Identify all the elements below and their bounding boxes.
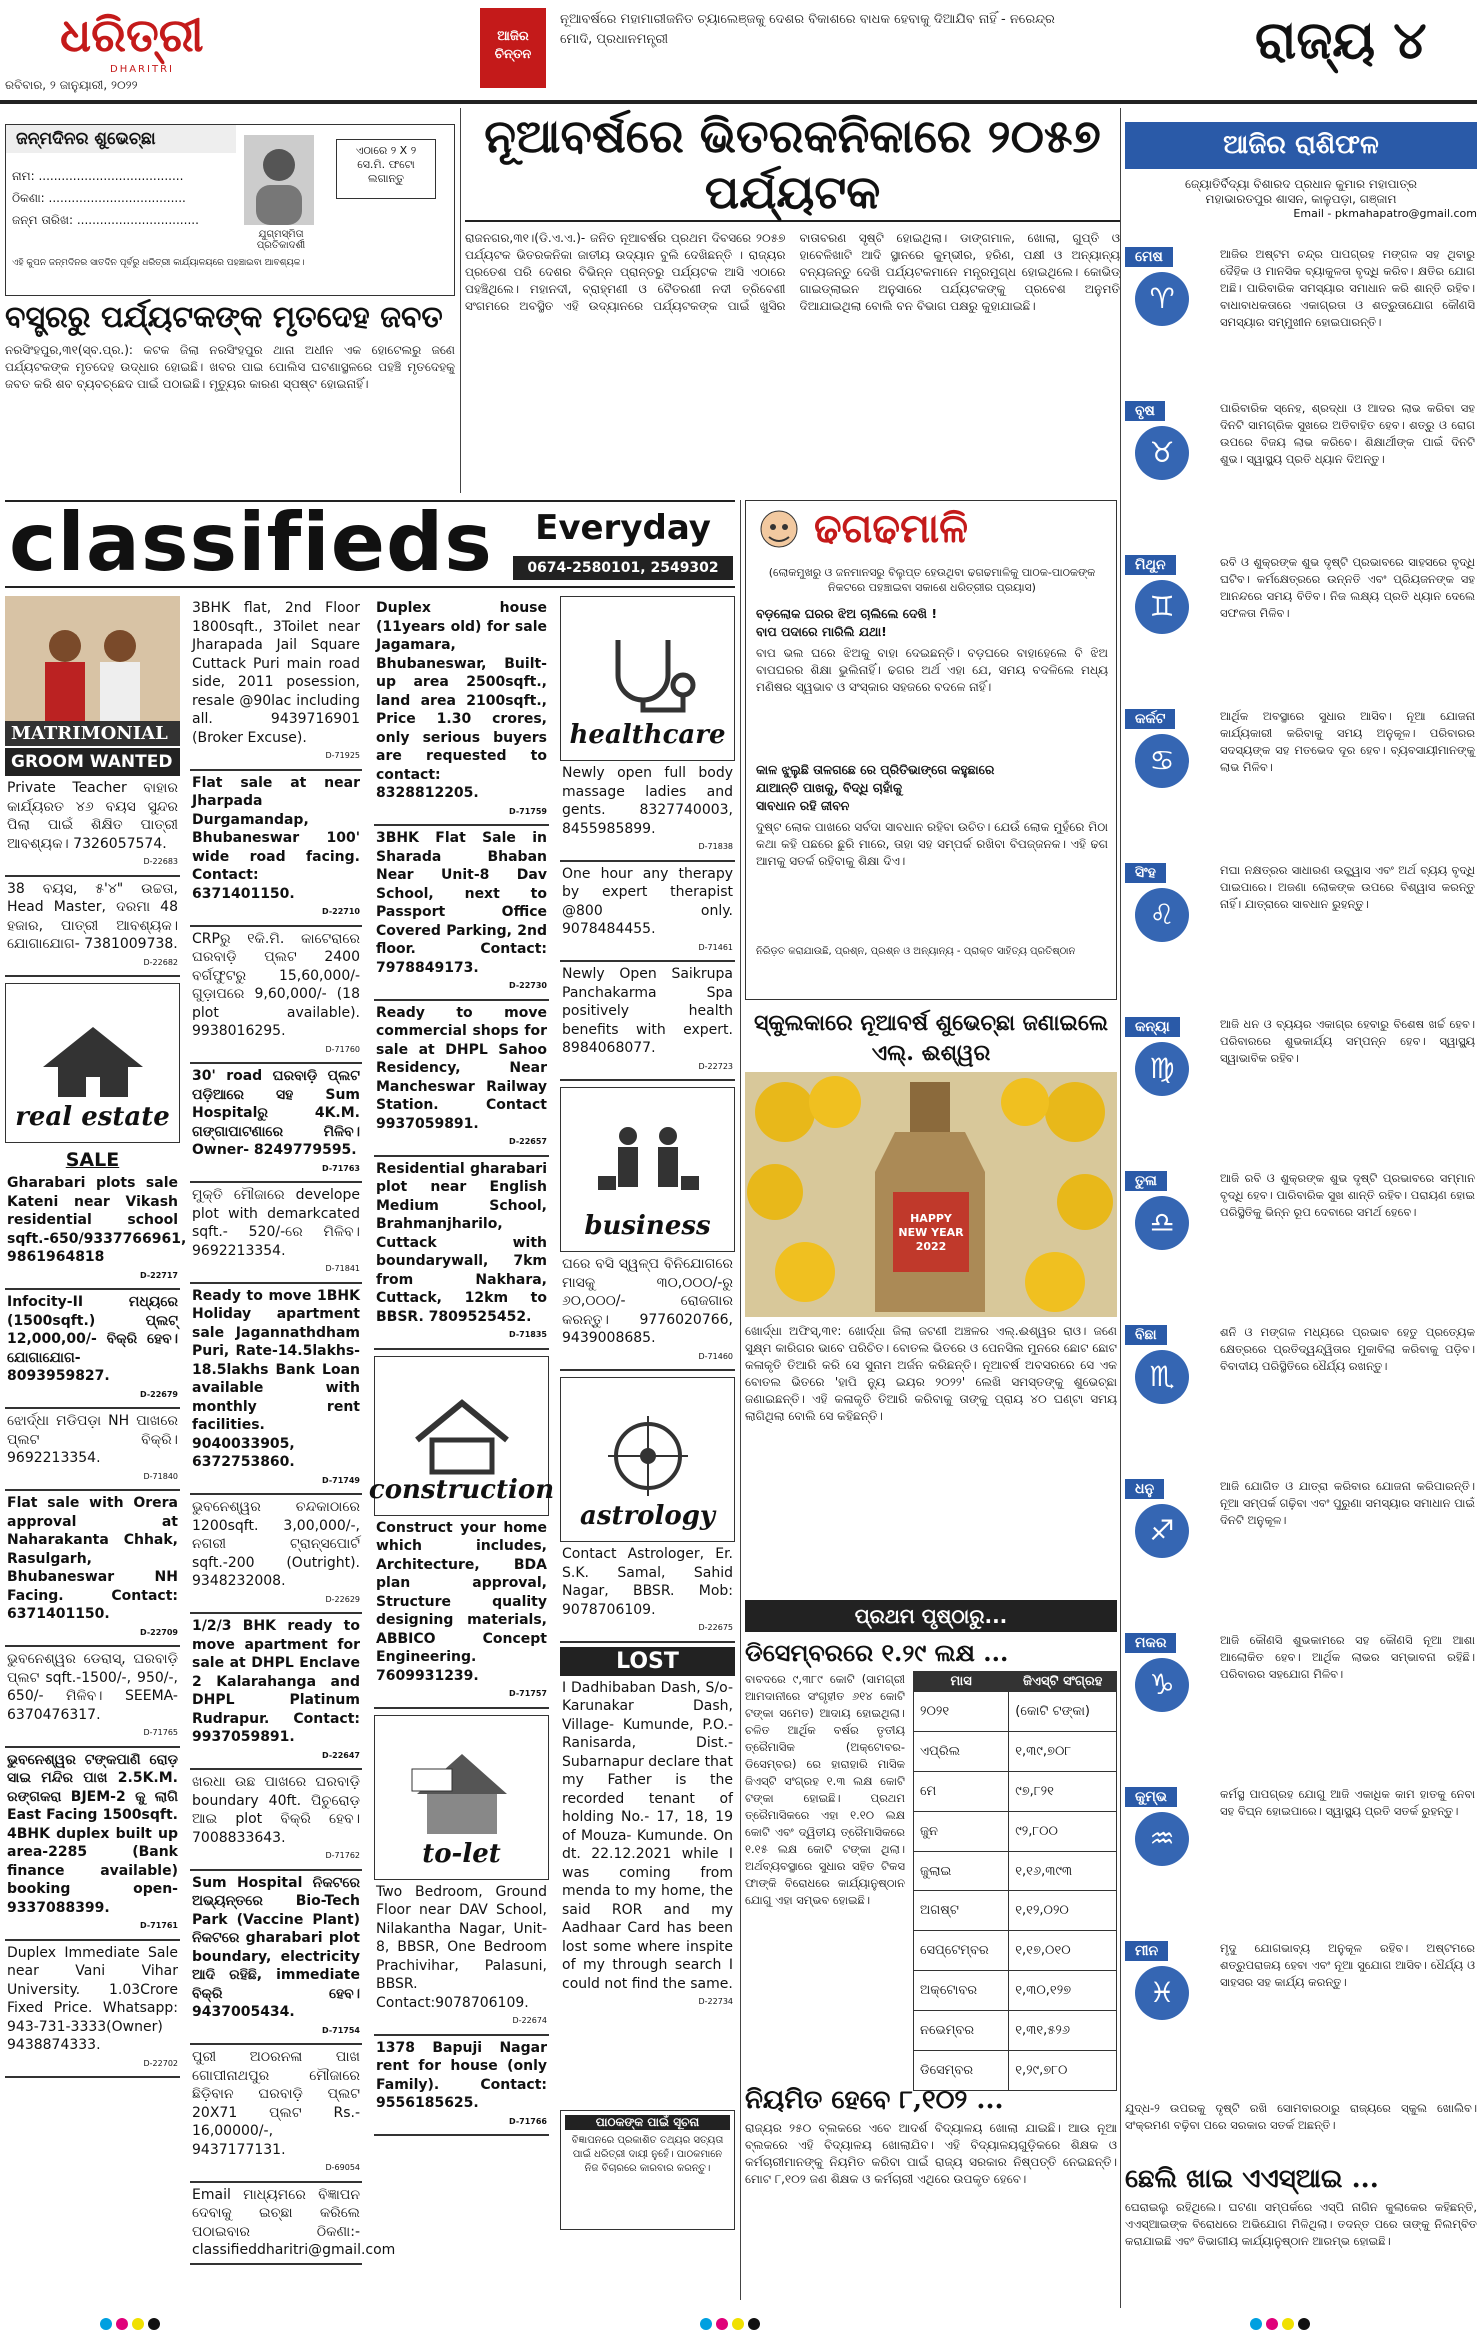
horoscope-sign xyxy=(1125,400,1477,550)
sign-forecast: ମୃଦୁ ଯୋଗଭାବ୍ୟ ଅନୁକୂଳ ରହିବ। ଅଷ୍ଟମରେ ଶତ୍ରୁପରାଜୟ ହେବା ଏବଂ ନୂଆ ସୁଯୋଗ ଆସିବ। ଧୈର୍ଯ୍ୟ ଓ ସାହସର ସହ କାର୍ଯ୍ୟ କରନ୍ତୁ। xyxy=(1220,1941,1475,1989)
col1-ads xyxy=(5,776,180,977)
classified-ad-text: 3BHK flat, 2nd Floor 1800sqft., 3Toilet near Jharapada Jail Square Cuttack Puri main road side, 2011 posession, resale @90lac including all. 9439716901 (Broker Excuse). xyxy=(192,600,360,746)
bottle-flowers-icon xyxy=(745,1072,1117,1317)
satire-credit: ନିରିଡ଼ତ କରାଯାଉଛି, ପ୍ରଶ୍ନ, ପ୍ରଶ୍ନ ଓ ଅନ୍ୟାନ୍ୟ - ପ୍ରାକ୍ତ ସାହିତ୍ୟ ପ୍ରତିଷ୍ଠାନ xyxy=(756,946,1076,957)
horoscope-sign xyxy=(1125,708,1477,858)
classified-ad-text: 1/2/3 BHK ready to move apartment for sale at DHPL Enclave 2 Kalarahanga and DHPL Platinum Rudrapur. Contact: 9937059891. xyxy=(192,1618,360,1745)
sign-name: ମକର xyxy=(1125,1633,1176,1653)
classified-ad xyxy=(5,1409,180,1491)
satire-body-2: ଦୁଷ୍ଟ ଲୋକ ପାଖରେ ସର୍ବଦା ସାବଧାନ ରହିବା ଉଚିତ। ଯେଉଁ ଲୋକ ମୁହଁରେ ମିଠା କଥା କହି ପଛରେ ଛୁରି ମାରେ, ତାହା ସହ ସମ୍ପର୍କ ରଖିବା ବିପଜ୍ଜନକ। ଏହି ଢଗ ଆମକୁ ସତର୍କ ରହିବାକୁ ଶିକ୍ଷା ଦିଏ। xyxy=(756,820,1108,868)
story-body: ନରସିଂହପୁର,୩୧(ସ୍ବ.ପ୍ର.): କଟକ ଜିଲା ନରସିଂହପୁର ଥାନା ଅଧୀନ ଏକ ହୋଟେଲରୁ ଜଣେ ପର୍ଯ୍ୟଟକଙ୍କ ମୃତଦେହ ଉଦ୍ଧାର ହୋଇଛି। ଖବର ପାଇ ପୋଲିସ ଘଟଣାସ୍ଥଳରେ ପହଞ୍ଚି ମୃତଦେହକୁ ଜବତ କରି ଶବ ବ୍ୟବଚ୍ଛେଦ ପାଇଁ ପଠାଇଛି। ମୃତ୍ୟୁର କାରଣ ସ୍ପଷ୍ଟ ହୋଇନାହିଁ। xyxy=(5,343,455,391)
classified-ad xyxy=(190,1064,362,1183)
quote-text: ନୂଆବର୍ଷରେ ମହାମାରୀଜନିତ ଚ୍ୟାଲେଞ୍ଜକୁ ଦେଶର ବିକାଶରେ ବାଧକ ହେବାକୁ ଦିଆଯିବ ନାହିଁ - ନରେନ୍ଦ୍ର ମୋଦି, ପ୍ରଧାନମନ୍ତ୍ରୀ xyxy=(560,12,1055,47)
real-estate-box xyxy=(5,983,180,1143)
table-cell: ମେ xyxy=(914,1771,1009,1811)
sign-forecast: ଆଜି ରବି ଓ ଶୁକ୍ରଙ୍କ ଶୁଭ ଦୃଷ୍ଟି ପ୍ରଭାବରେ ସମ୍ମାନ ବୃଦ୍ଧି ହେବ। ପାରିବାରିକ ସୁଖ ଶାନ୍ତି ରହିବ। ପରାୟଣ ହୋଇ ପରିସ୍ଥିତିକୁ ଭିନ୍ନ ରୂପ ଦେବାରେ ସମର୍ଥ ହେବେ। xyxy=(1220,1171,1475,1219)
sign-forecast: ଆଜି କୌଣସି ଶୁଭକାମରେ ସହ କୌଣସି ନୂଆ ଆଶା ଆଲୋକିତ ହେବ। ଆର୍ଥିକ ଲାଭର ସମ୍ଭାବନା ରହିଛି। ପରିବାରର ସହଯୋଗ ମିଳିବ। xyxy=(1220,1633,1475,1681)
person-icon xyxy=(244,135,314,225)
classified-ad-text: Flat sale at near Jharpada Durgamandap, Bhubaneswar 100' wide road facing. Contact: 6371401150. xyxy=(192,774,360,902)
table-row xyxy=(914,1692,1117,1732)
satire-line-3: କାଳ ଝୁଲୁଛି ତାଳଗଛେ ରେ ପ୍ରିତିଭାଙ୍ଗେ କହୁଛାରେ xyxy=(756,762,995,777)
last-headline: ଛେଲି ଖାଇ ଏଏସ୍ଆଇ ... xyxy=(1125,2164,1379,2194)
classified-ad xyxy=(190,1770,362,1871)
sign-name: ବିଛା xyxy=(1125,1325,1167,1345)
ad-code: D-71759 xyxy=(509,806,547,816)
satire-box xyxy=(745,500,1117,1000)
classified-ad-text: ଝୋର୍ଦ୍ଧା ମଡିପଡ଼ା NH ପାଖରେ ପ୍ଲଟ ବିକ୍ରି। 9692213354. xyxy=(7,1413,178,1466)
zodiac-icon: ♐ xyxy=(1135,1504,1189,1558)
zodiac-icon: ♈ xyxy=(1135,272,1189,326)
ad-code: D-71754 xyxy=(322,2025,360,2035)
ad-code: D-22674 xyxy=(512,2016,547,2025)
sign-forecast: ଆଜିର ଅଷ୍ଟମ ଚନ୍ଦ୍ର ପାପଗ୍ରହ ମଙ୍ଗଳ ସହ ଥିବାରୁ ଦୈହିକ ଓ ମାନସିକ ବ୍ୟାକୁଳତା ବୃଦ୍ଧି କରିବ। କ୍ଷତିର ଯୋଗ ଅଛି। ପାରିବାରିକ ସମସ୍ୟାର ସମାଧାନ କରି ଶାନ୍ତି ରହିବ। ବାଧାବାଧକତାରେ ଏକାଗ୍ରତା ଓ ଶତ୍ରୁତାଯୋଗ କୌଣସି ସମସ୍ୟାର ସମ୍ମୁଖୀନ ହୋଇପାରନ୍ତି। xyxy=(1220,247,1475,329)
sign-forecast: କର୍ମସ୍ଥ ପାପଗ୍ରହ ଯୋଗୁ ଆଜି ଏକାଧିକ କାମ ହାତକୁ ନେବା ସହ ବିଘ୍ନ ହୋଇପାରେ। ସ୍ୱାସ୍ଥ୍ୟ ପ୍ରତି ସତର୍କ ରୁହନ୍ତୁ। xyxy=(1220,1787,1475,1818)
classified-ad-text: 38 ବୟସ, ୫'୪" ଉଚ୍ଚତା, Head Master, ଦରମା 48 ହଜାର, ପାତ୍ରୀ ଆବଶ୍ୟକ। ଯୋଗାଯୋଗ- 7381009738. xyxy=(7,880,178,952)
classified-ad-text: ଖରଧା ଉଛ ପାଖରେ ଘରବାଡ଼ି boundary 40ft. ପିଚୁରୋଡ଼ ଆଇ plot ବିକ୍ରି ହେବ। 7008833643. xyxy=(192,1774,360,1846)
table-cell: ଜୁଲାଇ xyxy=(914,1851,1009,1891)
first-page-section xyxy=(745,1600,1117,2091)
sign-name: କୁମ୍ଭ xyxy=(1125,1787,1177,1807)
table-cell: ୨୦୨୧ xyxy=(914,1692,1009,1732)
table-row xyxy=(914,1971,1117,2011)
sign-name: ବୃଷ xyxy=(1125,401,1165,421)
sign-forecast: ଆଜି ଯୋଗିତ ଓ ଯାତ୍ରା କରିବାର ଯୋଜନା କରିପାରନ୍ତି। ନୂଆ ସମ୍ପର୍କ ଗଢ଼ିବା ଏବଂ ପୁରୁଣା ସମସ୍ୟାର ସମାଧାନ ପାଇଁ ଦିନଟି ଅନୁକୂଳ। xyxy=(1220,1479,1475,1527)
ad-code: D-22679 xyxy=(140,1389,178,1399)
classified-ad xyxy=(190,927,362,1065)
classified-ad-text: Gharabari plots sale Kateni near Vikash residential school sqft.-650/9337766961, 9861964818 xyxy=(7,1175,187,1265)
table-cell: ୧,୩୧,୫୨୬ xyxy=(1009,2011,1117,2051)
astrology-box xyxy=(560,1377,735,1542)
classified-ad xyxy=(560,761,735,862)
ad-code: D-71766 xyxy=(509,2116,547,2126)
classifieds-col-2 xyxy=(190,596,396,2265)
birthday-title: ଜନ୍ମଦିନର ଶୁଭେଚ୍ଛା xyxy=(6,125,236,153)
business-label: business xyxy=(584,1211,711,1241)
horoscope-sign xyxy=(1125,1016,1477,1166)
print-marks xyxy=(1250,2318,1310,2334)
table-row xyxy=(914,1731,1117,1771)
groom-wanted-label: GROOM WANTED xyxy=(5,748,180,776)
cartoon-face-icon xyxy=(754,507,804,567)
classified-ad-text: Duplex Immediate Sale near Vani Vihar University. 1.03Crore Fixed Price. Whatsapp: 943-731-3333(Owner) 9438874333. xyxy=(7,1944,178,2053)
birthday-note: ଏହି କୁପନ ଜନ୍ମଦିନର ସାତଦିନ ପୂର୍ବରୁ ଧରିତ୍ରୀ କାର୍ଯ୍ୟାଳୟରେ ପହଞ୍ଚାଇବା ଆବଶ୍ୟକ। xyxy=(12,258,305,268)
classified-ad xyxy=(374,1001,549,1157)
birthday-field-dob: ଜନ୍ମ ତାରିଖ: ................................ xyxy=(12,213,199,227)
classified-ad-text: Newly open full body massage ladies and gents. 8327740003, 8455985899. xyxy=(562,765,733,837)
zodiac-icon: ♒ xyxy=(1135,1812,1189,1866)
classified-ad-text: Sum Hospital ନିକଟରେ ଅଭ୍ୟନ୍ତରେ Bio-Tech Park (Vaccine Plant) ନିକଟରେ gharabari plot boundary, electricity ଆଦି ରହିଛି, immediate ବିକ୍ରି ହେବ। 9437005434. xyxy=(192,1874,360,2020)
tolet-ads xyxy=(374,1880,549,2137)
table-cell: ନଭେମ୍ବର xyxy=(914,2011,1009,2051)
sign-name: ମେଷ xyxy=(1125,247,1173,267)
classified-ad xyxy=(5,1941,180,2079)
table-cell: ସେପ୍ଟେମ୍ବର xyxy=(914,1931,1009,1971)
classified-ad xyxy=(5,1748,180,1941)
school-story xyxy=(745,2085,1117,2310)
col3-ads xyxy=(374,596,549,1350)
zodiac-icon: ♉ xyxy=(1135,426,1189,480)
zodiac-icon: ♏ xyxy=(1135,1350,1189,1404)
classified-ad xyxy=(374,596,549,826)
zodiac-icon: ♊ xyxy=(1135,580,1189,634)
classified-ad-text: Flat sale with Orera approval at Naharakanta Chhak, Rasulgarh, Bhubaneswar NH Facing. Contact: 6371401150. xyxy=(7,1495,178,1622)
ad-code: D-22657 xyxy=(509,1137,547,1146)
photo-story xyxy=(745,1008,1117,1543)
horoscope-sign xyxy=(1125,1632,1477,1782)
column-rule xyxy=(1120,108,1121,2308)
reader-notice-body: ବିଜ୍ଞାପନରେ ପ୍ରକାଶିତ ତଥ୍ୟର ସତ୍ୟତା ପାଇଁ ଧରିତ୍ରୀ ଦାୟୀ ନୁହେଁ। ପାଠକମାନେ ନିଜ ବିଚାରରେ କାରବାର କରନ୍ତୁ। xyxy=(571,2135,724,2174)
print-marks xyxy=(100,2318,160,2334)
ad-code: D-71840 xyxy=(143,1471,178,1481)
classified-ad-text: Newly Open Saikrupa Panchakarma Spa positively health benefits with expert. 8984068077. xyxy=(562,966,733,1056)
zodiac-icon: ♑ xyxy=(1135,1658,1189,1712)
birthday-coupon xyxy=(5,124,455,296)
classified-ad xyxy=(374,1157,549,1350)
sign-forecast: ରବି ଓ ଶୁକ୍ରଙ୍କ ଶୁଭ ଦୃଷ୍ଟି ପ୍ରଭାବରେ ସାହସରେ ବୃଦ୍ଧି ଘଟିବ। କର୍ମକ୍ଷେତ୍ରରେ ଉନ୍ନତି ଏବଂ ପ୍ରିୟଜନଙ୍କ ସହ ଆନନ୍ଦରେ ସମୟ ବିତିବ। ନିଜ ଲକ୍ଷ୍ୟ ପ୍ରତି ଧ୍ୟାନ ଦେଲେ ସଫଳତା ମିଳିବ। xyxy=(1220,555,1475,620)
construction-box xyxy=(368,1356,555,1516)
sign-name: କନ୍ୟା xyxy=(1125,1017,1180,1037)
horoscope-sign xyxy=(1125,1786,1477,1936)
classified-ad-text: Duplex house (11years old) for sale Jagamara, Bhubaneswar, Built-up area 2500sqft., land area 2100sqft., Price 1.30 crores, only serious buyers are requested to contact: 8328812205. xyxy=(376,600,547,801)
classified-ad-text: Ready to move 1BHK Holiday apartment sale Jagannathdham Puri, Rate-14.5lakhs-18.5lakhs Bank Loan available with monthly rent facilities. 9040033905, 6372753860. xyxy=(192,1287,360,1470)
main-headline: ନୂଆବର୍ଷରେ ଭିତରକନିକାରେ ୨୦୫୭ ପର୍ଯ୍ୟଟକ xyxy=(465,108,1120,222)
astrology-ad-text: Contact Astrologer, Er. S.K. Samal, Sahid Nagar, BBSR. Mob: 9078706109. xyxy=(562,1546,733,1618)
ad-code: D-71763 xyxy=(322,1163,360,1173)
zodiac-icon: ♍ xyxy=(1135,1042,1189,1096)
satire-line-5: ସାବଧାନ ରହି ଜୀବନ xyxy=(756,798,850,813)
ad-code: D-22675 xyxy=(698,1623,733,1632)
col2-ads xyxy=(190,596,396,2265)
construction-house-icon xyxy=(407,1395,517,1475)
right-bottom-story xyxy=(1125,2100,1477,2339)
lost-ad xyxy=(560,1676,735,2015)
classified-ad xyxy=(374,2036,549,2137)
classified-ad xyxy=(5,1171,187,1290)
ad-code: D-22682 xyxy=(143,957,178,967)
classified-ad-text: Private Teacher ବାହାର କାର୍ଯ୍ୟରତ ୪୬ ବୟସ ସୁନ୍ଦର ପିଲା ପାଇଁ ଶିକ୍ଷିତ ପାତ୍ରୀ ଆବଶ୍ୟକ। 7326057574. xyxy=(7,780,178,852)
classifieds-col-3 xyxy=(368,596,555,2136)
table-row xyxy=(914,1891,1117,1931)
school-headline: ନିୟମିତ ହେବେ ୮,୧୦୨ ... xyxy=(745,2085,1004,2115)
classified-ad xyxy=(5,776,180,877)
ad-code: D-22710 xyxy=(322,907,360,916)
classified-ad xyxy=(190,2183,396,2265)
astrology-ad xyxy=(560,1542,735,1643)
reader-notice xyxy=(560,2110,735,2230)
horoscope-sign xyxy=(1125,862,1477,1012)
satire-cartoon xyxy=(754,507,804,567)
table-cell: (କୋଟି ଟଙ୍କା) xyxy=(1009,1692,1117,1732)
classified-ad-text: ଭୁବନେଶ୍ୱର ଟଙ୍କପାଣି ରୋଡ଼ ସାଇ ମନ୍ଦିର ପାଖ 2.5K.M. ରଙ୍ଗକରା BJEM-2 କୁ ଲାଗି East Facing 1500sqft. 4BHK duplex built up area-2285 (Bank finance available) booking open- 9337088399. xyxy=(7,1751,178,1916)
table-cell: ୧,୩୯,୭୦୮ xyxy=(1009,1731,1117,1771)
classified-ad xyxy=(190,1284,362,1496)
classified-ad xyxy=(5,1491,180,1647)
lost-ad-text: I Dadhibaban Dash, S/o- Karunakar Dash, Village- Kumunde, P.O.- Ranisarda, Dist.- Subarnapur declare that my Father is the recorded tenant of holding No.- 17, 18, 19 of Mouza- Kumunde. On dt. 22.12.2021 while I was coming from menda to my home, the said ROR and my Aadhaar Card has been lost some where inspite of my through search I could not find the same. xyxy=(562,1679,733,1992)
classifieds-col-4 xyxy=(560,596,735,2015)
ad-code: D-71835 xyxy=(509,1330,547,1339)
classified-ad xyxy=(190,1495,362,1614)
table-row xyxy=(914,1771,1117,1811)
table-cell: ଅକ୍ଟୋବର xyxy=(914,1971,1009,2011)
ad-code: D-69054 xyxy=(325,2163,360,2172)
tolet-label: to-let xyxy=(422,1838,501,1869)
classified-ad xyxy=(190,771,362,927)
horoscope-email: Email - pkmahapatro@gmail.com xyxy=(1293,207,1477,220)
horoscope-sign xyxy=(1125,1940,1477,2090)
sign-forecast: ପାରିବାରିକ ସ୍ନେହ, ଶ୍ରଦ୍ଧା ଓ ଆଦର ଲାଭ କରିବା ସହ ଦିନଟି ସାମଗ୍ରିକ ସୁଖରେ ଅତିବାହିତ ହେବ। ଶତ୍ରୁ ଓ ରୋଗ ଉପରେ ବିଜୟ ଲାଭ କରିବେ। ଶିକ୍ଷାର୍ଥୀଙ୍କ ପାଇଁ ଦିନଟି ଶୁଭ। ସ୍ୱାସ୍ଥ୍ୟ ପ୍ରତି ଧ୍ୟାନ ଦିଅନ୍ତୁ। xyxy=(1220,401,1475,466)
horoscope-sign xyxy=(1125,554,1477,704)
classified-ad-text: Ready to move commercial shops for sale at DHPL Sahoo Residency, Near Mancheswar Railway Station. Contact 9937059891. xyxy=(376,1004,547,1132)
sign-name: ତୁଳା xyxy=(1125,1171,1167,1191)
table-row xyxy=(914,2011,1117,2051)
sign-name: ମିଥୁନ xyxy=(1125,555,1176,575)
real-estate-label: real estate xyxy=(15,1102,170,1132)
classified-ad-text: CRPରୁ ୧କି.ମି. କାଟେରାରେ ଘରବାଡ଼ି ପ୍ଲଟ 2400 ବର୍ଗଫୁଟରୁ 15,60,000/- ଗୁଡ଼ାପରେ 9,60,000/- (18 plot available). 9938016295. xyxy=(192,930,360,1039)
horoscope-sign xyxy=(1125,1324,1477,1474)
sign-name: ମୀନ xyxy=(1125,1941,1168,1961)
bottle-caption: HAPPY NEW YEAR 2022 xyxy=(898,1212,964,1253)
classified-ad-text: 3BHK Flat Sale in Sharada Bhaban Near Unit-8 Dav School, next to Passport Office Covered Parking, 2nd floor. Contact: 7978849173. xyxy=(376,830,547,976)
issue-date: ରବିବାର, ୨ ଜାନୁୟାରୀ, ୨୦୨୨ xyxy=(5,78,138,92)
satire-body: ବାପ ଭଲ ଘରେ ଝିଅକୁ ବାହା ଦେଇଛନ୍ତି। ବଡ଼ଘରେ ବାହାହେଲେ ବି ଝିଅ ବାପଘରର ଶିକ୍ଷା ଭୁଲିନାହିଁ। ଢଗର ଅର୍ଥ ଏହା ଯେ, ସମୟ ବଦଳିଲେ ମଧ୍ୟ ମଣିଷର ସ୍ୱଭାବ ଓ ସଂସ୍କାର ସହଜରେ ବଦଳେ ନାହିଁ। xyxy=(756,646,1108,694)
table-cell: ଜୁନ xyxy=(914,1811,1009,1851)
ad-code: D-22734 xyxy=(698,1997,733,2006)
construction-label: construction xyxy=(368,1474,555,1505)
classified-ad-text: ପୁରୀ ଅଠରନଳା ପାଖ ଗୋପୀନାଥପୁର ମୌଜାରେ ଛିଡ଼ିବାନ ଘରବାଡ଼ି ପ୍ଲଟ 20X71 ପ୍ଲଟ Rs.- 16,00000/-, 9437177131. xyxy=(192,2049,360,2158)
table-row xyxy=(914,1851,1117,1891)
main-story xyxy=(465,108,1120,550)
ad-code: D-71841 xyxy=(325,1264,360,1273)
classified-ad-text: Email ମାଧ୍ୟମରେ ବିଜ୍ଞାପନ ଦେବାକୁ ଇଚ୍ଛା କରିଲେ ପଠାଇବାର ଠିକଣା:- classifieddharitri@gmail.com xyxy=(192,2186,396,2258)
zodiac-icon: ♎ xyxy=(1135,1196,1189,1250)
reader-notice-title: ପାଠକଙ୍କ ପାଇଁ ସୂଚନା xyxy=(565,2115,730,2130)
photo-story-body: ଖୋର୍ଦ୍ଧା ଅଫିସ୍,୩୧: ଖୋର୍ଦ୍ଧା ଜିଲା ଜଟଣୀ ଅଞ୍ଚଳର ଏଲ୍.ଈଶ୍ୱର ରାଓ। ଜଣେ ସୁକ୍ଷ୍ମ କାରିଗର ଭାବେ ପରିଚିତ। ବୋତଲ ଭିତରେ ଓ ପେନସିଲ ମୁନରେ ଛୋଟ ଛୋଟ କଳାକୃତି ତିଆରି କରି ସେ ସୁନାମ ଅର୍ଜନ କରିଛନ୍ତି। ନୂଆବର୍ଷ ଅବସରରେ ସେ ଏକ ବୋତଲ ଭିତରେ 'ହାପି ନ୍ୟୁ ଇୟର ୨୦୨୨' ଲେଖି ସମସ୍ତଙ୍କୁ ଶୁଭେଚ୍ଛା ଜଣାଇଛନ୍ତି। ଏହି କଳାକୃତି ତିଆରି କରିବାକୁ ତାଙ୍କୁ ପ୍ରାୟ ୪୦ ଘଣ୍ଟା ସମୟ ଲାଗିଥିଲା ବୋଲି ସେ କହିଛନ୍ତି। xyxy=(745,1324,1117,1423)
horoscope-title: ଆଜିର ରାଶିଫଳ xyxy=(1125,122,1477,169)
lost-label: LOST xyxy=(560,1647,735,1676)
classifieds-banner xyxy=(5,496,735,589)
table-cell: ୧,୧୭,୦୧୦ xyxy=(1009,1931,1117,1971)
sign-name: ସିଂହ xyxy=(1125,863,1166,883)
ad-code: D-71765 xyxy=(143,1728,178,1737)
sign-name: କର୍କଟ xyxy=(1125,709,1175,729)
ad-code: D-22629 xyxy=(325,1594,360,1604)
birthday-photo-caption: ଯୁଗ୍ମସ୍ମିତା ପ୍ରତିକାଦର୍ଶୀ xyxy=(256,229,306,251)
sign-forecast: ମଘା ନକ୍ଷତ୍ରର ସାଧାରଣ ଉଚ୍ଛ୍ୱାସ ଏବଂ ଅର୍ଥ ବ୍ୟୟ ବୃଦ୍ଧି ପାଇପାରେ। ଅଜଣା ଲୋକଙ୍କ ଉପରେ ବିଶ୍ୱାସ କରନ୍ତୁ ନାହିଁ। ଯାତ୍ରାରେ ସାବଧାନ ରୁହନ୍ତୁ। xyxy=(1220,863,1475,911)
sale-label: SALE xyxy=(65,1149,120,1171)
ad-code: D-22730 xyxy=(509,981,547,990)
classified-ad-text: 1378 Bapuji Nagar rent for house (only Family). Contact: 9556185625. xyxy=(376,2039,547,2111)
classified-ad-text: ଭୁବନେଶ୍ୱର ଚନ୍ଦକାଠାରେ 1200sqft. 3,00,000/-, ନଗରୀ ଟ୍ରାନ୍‌ସପୋର୍ଟ sqft.-200 (Outright). 9348232008. xyxy=(192,1499,360,1589)
masthead-logo: ଧରିତ୍ରୀ xyxy=(60,8,204,62)
matrimonial-image xyxy=(5,596,180,746)
birthday-photo-note: ଏଠାରେ ୨ X ୨ ସେ.ମି. ଫଟୋ ଲଗାନ୍ତୁ xyxy=(336,139,436,199)
healthcare-label: healthcare xyxy=(569,720,726,750)
satire-line-1: ବଡ଼ଲୋକ ଘରର ଝିଅ ଚାଲିଲେ ଦେଖି ! xyxy=(756,606,938,621)
classified-ad-text: Residential gharabari plot near English Medium School, Brahmanjharilo, Cuttack with boundarywall, 7km from Nakhara, Cuttack, 12km to BBSR. 7809525452. xyxy=(376,1160,547,1325)
zodiac-icon: ♋ xyxy=(1135,734,1189,788)
tolet-box xyxy=(374,1715,549,1880)
table-row xyxy=(914,1931,1117,1971)
business-ad xyxy=(560,1252,735,1371)
table-row xyxy=(914,1811,1117,1851)
horoscope-footer-note: ଯୁଦ୍ଧ-୨ ଉପରକୁ ଦୃଷ୍ଟି ରଖି ସୋମବାରଠାରୁ ରାଜ୍ୟରେ ସ୍କୁଲ ଖୋଲିବ। ସଂକ୍ରମଣ ବଢ଼ିବା ପରେ ସରକାର ସତର୍କ ଅଛନ୍ତି। xyxy=(1125,2101,1477,2132)
photo-story-image xyxy=(745,1072,1117,1317)
ad-code: D-22709 xyxy=(140,1627,178,1637)
table-cell: ୧,୧୨,୦୨୦ xyxy=(1009,1891,1117,1931)
satire-title: ଢଗଢମାଳି xyxy=(814,505,968,552)
ad-code: D-22683 xyxy=(143,857,178,866)
table-cell: ଏପ୍ରିଲ xyxy=(914,1731,1009,1771)
classified-ad-text: 30' road ଘରବାଡ଼ି ପ୍ଲଟ ପଡ଼ିଆରେ ସହ Sum Hospitalରୁ 4K.M. ଗଙ୍ଗାପାଟଣାରେ ମିଳିବ। Owner- 8249779595. xyxy=(192,1068,360,1158)
ad-code: D-22723 xyxy=(698,1061,733,1071)
story-headline: ବସ୍ତ୍ରରୁ ପର୍ଯ୍ୟଟକଙ୍କ ମୃତଦେହ ଜବତ xyxy=(5,300,443,335)
classified-ad xyxy=(374,826,549,1001)
story-body-recovered xyxy=(5,300,455,512)
header-rule xyxy=(0,100,1477,104)
matrimonial-label: MATRIMONIAL xyxy=(5,721,180,746)
main-story-body: ରାଜନଗର,୩୧।(ଡି.ଏ.ଏ.)- ଜନିତ ନୂଆବର୍ଷର ପ୍ରଥମ ଦିବସରେ ୨୦୫୭ ପର୍ଯ୍ୟଟକ ଭିତରକନିକା ଜାତୀୟ ଉଦ୍ୟାନ ବୁଲି ଦେଖିଛନ୍ତି । ରାଜ୍ୟର ପ୍ରତେଶ ପରି ଦେଶର ବିଭିନ୍ନ ପ୍ରାନ୍ତରୁ ପର୍ଯ୍ୟଟକ ଆସି ଏଠାରେ ପହଞ୍ଚିଥିଲେ। ମହାନଦୀ, ବ୍ରାହ୍ମଣୀ ଓ ବୈତରଣୀ ନଦୀ ତ୍ରିବେଣୀ ସଂଗମରେ ଅବସ୍ଥିତ ଏହି ଉଦ୍ୟାନରେ ପର୍ଯ୍ୟଟକଙ୍କ ପାଇଁ ଖୁସିର ବାତାବରଣ ସୃଷ୍ଟି ହୋଇଥିଲା। ଡାଙ୍ଗମାଳ, ଖୋଲା, ଗୁପ୍ତି ଓ ହାବେଳିଖାଟି ଆଦି ସ୍ଥାନରେ କୁମ୍ଭୀର, ହରିଣ, ପକ୍ଷୀ ଓ ଅନ୍ୟାନ୍ୟ ବନ୍ୟଜନ୍ତୁ ଦେଖି ପର୍ଯ୍ୟଟକମାନେ ମନ୍ତ୍ରମୁଗ୍ଧ ହୋଇଥିଲେ। କୋଭିଡ୍ ଗାଇଡ୍‌ଲାଇନ ଅନୁସାରେ ପର୍ଯ୍ୟଟକଙ୍କୁ ପ୍ରବେଶ ଅନୁମତି ଦିଆଯାଇଥିଲା ବୋଲି ବନ ବିଭାଗ ପକ୍ଷରୁ କୁହାଯାଇଛି। xyxy=(465,231,1120,313)
classified-ad xyxy=(190,1871,362,2046)
horoscope-byline-address: ମହାଭାରତପୁର ଶାସନ, କାଳୁପଡ଼ା, ଗଞ୍ଜାମ xyxy=(1205,192,1397,206)
gst-table xyxy=(913,1671,1117,2091)
horoscope-header xyxy=(1125,122,1477,220)
gst-body: ବାବଦରେ ୯,୩୮୯ କୋଟି (ସାମଗ୍ରୀ ଆମଦାନୀରେ ସଂଗୃହୀତ ୬୧୪ କୋଟି ଟଙ୍କା ସମେତ) ଆଦାୟ ହୋଇଥିଲା। ଚଳିତ ଆର୍ଥିକ ବର୍ଷର ତୃତୀୟ ତ୍ରୈମାସିକ (ଅକ୍ଟୋବର-ଡିସେମ୍ବର) ରେ ହାରାହାରି ମାସିକ ଜିଏସ୍‌ଟି ସଂଗ୍ରହ ୧.୩ ଲକ୍ଷ କୋଟି ଟଙ୍କା ହୋଇଛି। ପ୍ରଥମ ତ୍ରୈମାସିକରେ ଏହା ୧.୧୦ ଲକ୍ଷ କୋଟି ଏବଂ ଦ୍ୱିତୀୟ ତ୍ରୈମାସିକରେ ୧.୧୫ ଲକ୍ଷ କୋଟି ଟଙ୍କା ଥିଲା। ଅର୍ଥବ୍ୟବସ୍ଥାରେ ସୁଧାର ସହିତ ଟିକସ ଫାଙ୍କି ବିରୋଧରେ କାର୍ଯ୍ୟାନୁଷ୍ଠାନ ଯୋଗୁ ଏହା ସମ୍ଭବ ହୋଇଛି। xyxy=(745,1672,905,1907)
sign-name: ଧନୁ xyxy=(1125,1479,1164,1499)
table-cell: ୧,୨୯,୭୮୦ xyxy=(1009,2051,1117,2091)
first-page-label: ପ୍ରଥମ ପୃଷ୍ଠାରୁ... xyxy=(745,1600,1117,1632)
classified-ad-text: ମୁକ୍ତି ମୌଜାରେ develope plot with demarkcated sqft.- 520/-ରେ ମିଳିବ। 9692213354. xyxy=(192,1187,360,1259)
ad-code: D-22717 xyxy=(140,1270,178,1280)
ad-code: D-22702 xyxy=(143,2058,178,2068)
stethoscope-icon xyxy=(593,630,703,720)
ad-code: D-71925 xyxy=(325,751,360,760)
masthead-logo-sub: DHARITRI xyxy=(110,64,174,75)
horoscope-sign xyxy=(1125,1478,1477,1628)
classified-ad xyxy=(190,596,362,771)
ad-code: D-71762 xyxy=(325,1851,360,1860)
classified-ad xyxy=(374,1880,549,2036)
table-cell: ୧,୧୬,୩୯୩ xyxy=(1009,1851,1117,1891)
classified-ad-text: ଭୁବନେଶ୍ୱର ଡେରାସ୍, ଘରବାଡ଼ି ପ୍ଲଟ sqft.-1500/-, 950/-, 650/- ମିଳିବ। SEEMA- 6370476317. xyxy=(7,1651,178,1723)
classified-ad xyxy=(190,1614,362,1770)
classified-ad xyxy=(560,962,735,1081)
horoscope-sign xyxy=(1125,1170,1477,1320)
classified-ad xyxy=(560,862,735,963)
ad-code: D-71838 xyxy=(698,842,733,851)
ad-code: D-71461 xyxy=(698,942,733,952)
construction-ad-text: Construct your home which includes, Architecture, BDA plan approval, Structure quality designing materials, ABBICO Concept Engineering. 7609931239. xyxy=(376,1519,547,1684)
satire-subtitle: (ଲୋକମୁଖରୁ ଓ ଜନମାନସରୁ ବିଲୁପ୍ତ ହେଉଥିବା ଢଗଢମାଳିକୁ ପାଠକ-ପାଠକଙ୍କ ନିକଟରେ ପହଞ୍ଚାଇବା ସକାଶେ ଧରିତ୍ରୀର ପ୍ରୟାସ) xyxy=(768,566,1096,594)
section-title: ରାଜ୍ୟ ୪ xyxy=(1255,10,1427,71)
ad-code: D-71757 xyxy=(509,1689,547,1698)
photo-story-headline: ସ୍କୁଲକାରେ ନୂଆବର୍ଷ ଶୁଭେଚ୍ଛା ଜଣାଇଲେ ଏଲ୍. ଈଶ୍ୱର xyxy=(753,1010,1108,1066)
zodiac-icon: ♌ xyxy=(1135,888,1189,942)
healthcare-box xyxy=(560,596,735,761)
table-cell: ଡିସେମ୍ବର xyxy=(914,2051,1009,2091)
classified-ad xyxy=(5,1290,180,1409)
astrology-label: astrology xyxy=(579,1501,716,1531)
classifieds-everyday: Everyday xyxy=(535,508,711,548)
classified-ad-text: One hour any therapy by expert therapist @800 only. 9078484455. xyxy=(562,865,733,937)
sign-forecast: ଆଜି ଧନ ଓ ବ୍ୟୟର ଏକାଗ୍ର ହେବାରୁ ବିଶେଷ ଖର୍ଚ୍ଚ ହେବ। ପରିବାରରେ ଶୁଭକାର୍ଯ୍ୟ ସମ୍ପନ୍ନ ହେବ। ସ୍ୱାସ୍ଥ୍ୟ ସ୍ୱାଭାବିକ ରହିବ। xyxy=(1220,1017,1475,1065)
classified-ad xyxy=(190,1183,362,1284)
gst-col-month: ମାସ xyxy=(914,1672,1009,1692)
classified-ad xyxy=(5,877,180,978)
satire-line-4: ଯାଆନ୍ତି ପାଖକୁ, ବିଦ୍ଧି ଚାହାଁକୁ xyxy=(756,780,903,795)
ad-code: D-71460 xyxy=(698,1351,733,1361)
astrology-icon xyxy=(593,1411,703,1501)
business-ad-text: ଘରେ ବସି ସ୍ୱଳ୍ପ ବିନିଯୋଗରେ ମାସକୁ ୩୦,୦୦୦/-ରୁ ୬୦,୦୦୦/- ରୋଜଗାର କରନ୍ତୁ। 9776020766, 9439008685. xyxy=(562,1256,733,1346)
tolet-house-icon xyxy=(407,1749,517,1839)
classified-ad-text: Infocity-II ମଧ୍ୟରେ (1500sqft.) ପ୍ଲଟ୍ 12,000,00/- ବିକ୍ରି ହେବ। ଯୋଗାଯୋଗ- 8093959827. xyxy=(7,1294,178,1384)
construction-ad xyxy=(374,1516,549,1709)
birthday-photo xyxy=(244,135,314,225)
satire-line-2: ବାପ ପଦାରେ ମାରିଲି ଯଥା! xyxy=(756,624,887,639)
quote-badge: ଆଜିର ଚିନ୍ତନ xyxy=(480,8,546,88)
birthday-field-address: ଠିକଣା: .................................... xyxy=(12,191,186,205)
house-icon xyxy=(38,1022,148,1102)
school-body: ରାଜ୍ୟର ୨୫୦ ବ୍ଲକରେ ଏବେ ଆଦର୍ଶ ବିଦ୍ୟାଳୟ ଖୋଲା ଯାଇଛି। ଆଉ ନୂଆ ବ୍ଲକରେ ଏହି ବିଦ୍ୟାଳୟ ଖୋଲାଯିବ। ଏହି ବିଦ୍ୟାଳୟଗୁଡ଼ିକରେ ଶିକ୍ଷକ ଓ କର୍ମଚାରୀମାନଙ୍କୁ ନିୟମିତ କରିବା ପାଇଁ ରାଜ୍ୟ ସରକାର ନିଷ୍ପତ୍ତି ନେଇଛନ୍ତି। ମୋଟ ୮,୧୦୨ ଜଣ ଶିକ୍ଷକ ଓ କର୍ମଚାରୀ ଏଥିରେ ଉପକୃତ ହେବେ। xyxy=(745,2121,1117,2186)
print-marks xyxy=(700,2318,760,2334)
column-rule xyxy=(740,500,741,2300)
last-body: ଘେରାଇଲୁ ରହିଥିଲେ। ଘଟଣା ସମ୍ପର୍କରେ ଏସ୍‌ପି ନାଗିନ କୁଲାକେର କହିଛନ୍ତି, ଏଏସ୍ଆଇଙ୍କ ବିରୋଧରେ ଅଭିଯୋଗ ମିଳିଥିଲା। ତଦନ୍ତ ପରେ ତାଙ୍କୁ ନିଲମ୍ବିତ କରାଯାଇଛି ଏବଂ ବିଭାଗୀୟ କାର୍ଯ୍ୟାନୁଷ୍ଠାନ ଆରମ୍ଭ ହୋଇଛି। xyxy=(1125,2200,1477,2248)
classifieds-col-1 xyxy=(5,596,187,2078)
sign-forecast: ଆର୍ଥିକ ଅବସ୍ଥାରେ ସୁଧାର ଆସିବ। ନୂଆ ଯୋଜନା କାର୍ଯ୍ୟକାରୀ କରିବାକୁ ସମୟ ଅନୁକୂଳ। ପରିବାରର ସଦସ୍ୟଙ୍କ ସହ ମତଭେଦ ଦୂର ହେବ। ବ୍ୟବସାୟୀମାନଙ୍କୁ ଲାଭ ମିଳିବ। xyxy=(1220,709,1475,774)
classified-ad xyxy=(5,1647,180,1748)
ad-code: D-71749 xyxy=(322,1475,360,1485)
classifieds-title: classifieds xyxy=(9,496,493,589)
business-box xyxy=(560,1087,735,1252)
col4-ads xyxy=(560,761,735,1081)
gst-col-collection: ଜିଏସ୍‌ଟି ସଂଗ୍ରହ xyxy=(1009,1672,1117,1692)
sign-forecast: ଶନି ଓ ମଙ୍ଗଳ ମଧ୍ୟରେ ପ୍ରଭାବ ହେତୁ ପ୍ରତ୍ୟେକ କ୍ଷେତ୍ରରେ ପ୍ରତିଦ୍ୱନ୍ଦ୍ୱିତାର ମୁକାବିଲା କରିବାକୁ ପଡ଼ିବ। ବିବାଦୀୟ ପରିସ୍ଥିତିରେ ଧୈର୍ଯ୍ୟ ରଖନ୍ତୁ। xyxy=(1220,1325,1475,1373)
ad-code: D-71760 xyxy=(325,1044,360,1054)
table-cell: ୯୨,୮୦୦ xyxy=(1009,1811,1117,1851)
ad-code: D-71761 xyxy=(140,1921,178,1930)
business-people-icon xyxy=(593,1121,703,1211)
column-rule xyxy=(460,108,461,493)
classified-ad-text: Two Bedroom, Ground Floor near DAV School, Nilakantha Nagar, Unit-8, BBSR, One Bedroom Prachivihar, Palasuni, BBSR. Contact:9078706109. xyxy=(376,1883,547,2011)
ad-code: D-22647 xyxy=(322,1750,360,1760)
classified-ad xyxy=(190,2045,362,2183)
col1-sale-ads xyxy=(5,1171,187,2078)
table-cell: ଅଗଷ୍ଟ xyxy=(914,1891,1009,1931)
zodiac-icon: ♓ xyxy=(1135,1966,1189,2020)
table-cell: ୧,୩୦,୧୨୭ xyxy=(1009,1971,1117,2011)
horoscope-sign xyxy=(1125,246,1477,396)
classifieds-phones: 0674-2580101, 2549302 xyxy=(513,556,733,580)
horoscope-byline: ଜ୍ୟୋତିର୍ବିଦ୍ୟା ବିଶାରଦ ପ୍ରଧାନ କୁମାର ମହାପାତ୍ର xyxy=(1185,177,1417,191)
birthday-field-name: ନାମ: ...................................... xyxy=(12,169,184,183)
table-cell: ୯୭,୮୨୧ xyxy=(1009,1771,1117,1811)
gst-headline: ଡିସେମ୍ବରରେ ୧.୨୯ ଲକ୍ଷ ... xyxy=(745,1638,1009,1667)
